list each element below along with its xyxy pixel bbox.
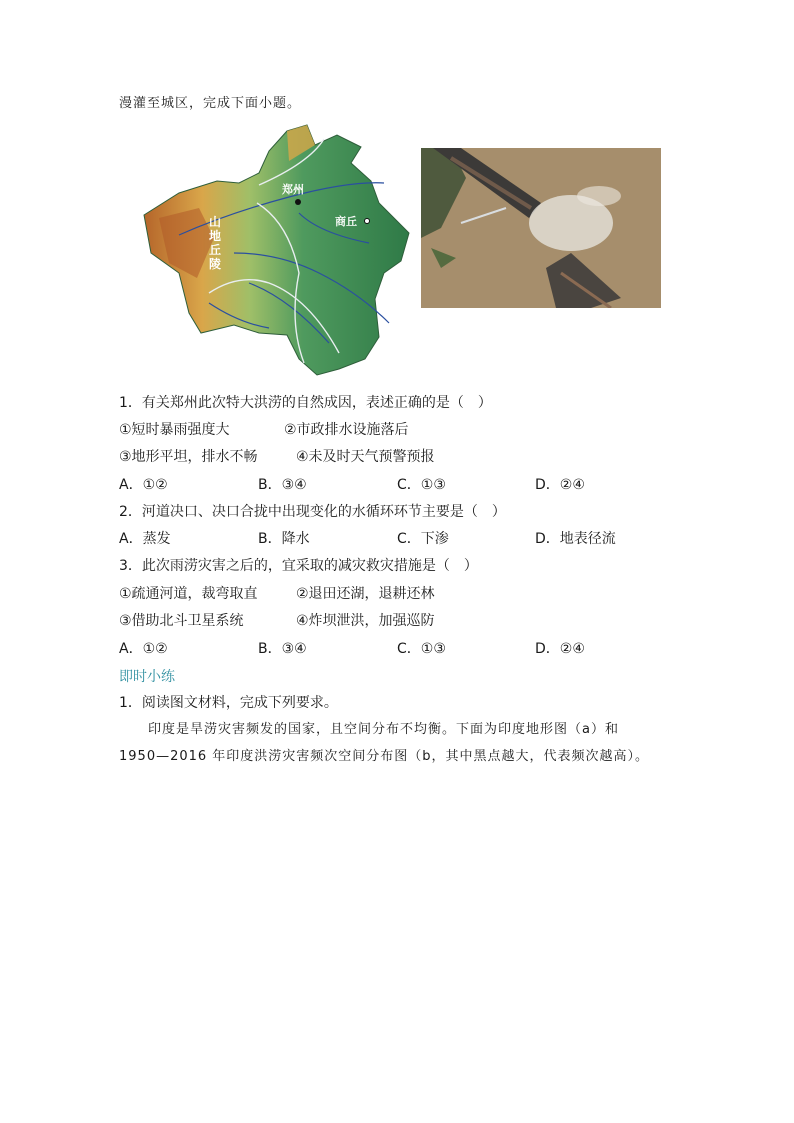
q3-items-row1 (119, 585, 619, 603)
zhengzhou-marker (295, 199, 301, 205)
levee-breach-photo (421, 148, 661, 308)
q1-item-4: ④未及时天气预警预报 (296, 449, 435, 465)
figure-group (139, 123, 661, 381)
practice-paragraph-line1: 印度是旱涝灾害频发的国家，且空间分布不均衡。下面为印度地形图（a）和 (148, 722, 619, 737)
section-title: 即时小练 (119, 669, 175, 685)
q1-item-3: ③地形平坦，排水不畅 (119, 449, 258, 465)
shangqiu-label: 商丘 (335, 215, 357, 228)
q1-choices (119, 476, 619, 494)
intro-text: 漫灌至城区，完成下面小题。 (119, 96, 302, 111)
practice-stem: 1．阅读图文材料，完成下列要求。 (119, 695, 338, 711)
q2-choices (119, 530, 619, 548)
shangqiu-marker (365, 219, 370, 224)
terrain-label-4: 陵 (209, 257, 222, 271)
q3-item-4: ④炸坝泄洪，加强巡防 (296, 613, 435, 629)
q3-choice-c[interactable]: C．①③ (397, 641, 446, 657)
q3-item-2: ②退田还湖，退耕还林 (296, 586, 435, 602)
q3-items-row2 (119, 612, 619, 630)
q2-stem: 2．河道决口、决口合拢中出现变化的水循环环节主要是（ ） (119, 504, 506, 520)
q1-stem: 1．有关郑州此次特大洪涝的自然成因，表述正确的是（ ） (119, 395, 492, 411)
q2-choice-b[interactable]: B．降水 (258, 531, 310, 547)
q1-item-1: ①短时暴雨强度大 (119, 422, 230, 438)
q1-choice-b[interactable]: B．③④ (258, 477, 307, 493)
q3-choice-a[interactable]: A．①② (119, 641, 168, 657)
q3-choice-b[interactable]: B．③④ (258, 641, 307, 657)
q1-choice-a[interactable]: A．①② (119, 477, 168, 493)
q3-choices (119, 640, 619, 658)
q2-choice-a[interactable]: A．蒸发 (119, 531, 171, 547)
q1-item-2: ②市政排水设施落后 (284, 422, 409, 438)
q1-choice-c[interactable]: C．①③ (397, 477, 446, 493)
q1-choice-d[interactable]: D．②④ (535, 477, 585, 493)
q3-item-3: ③借助北斗卫星系统 (119, 613, 244, 629)
practice-paragraph-line2: 1950—2016 年印度洪涝灾害频次空间分布图（b，其中黑点越大，代表频次越高）。 (119, 749, 650, 764)
q2-choice-c[interactable]: C．下渗 (397, 531, 449, 547)
zhengzhou-label: 郑州 (282, 183, 304, 196)
q1-items-row1 (119, 421, 619, 439)
henan-topographic-map (139, 123, 411, 381)
q1-items-row2 (119, 448, 619, 466)
q3-item-1: ①疏通河道，裁弯取直 (119, 586, 258, 602)
terrain-label-1: 山 (209, 215, 222, 229)
q3-stem: 3．此次雨涝灾害之后的，宜采取的减灾救灾措施是（ ） (119, 558, 478, 574)
terrain-label-2: 地 (209, 229, 222, 243)
terrain-label-3: 丘 (209, 243, 222, 257)
q3-choice-d[interactable]: D．②④ (535, 641, 585, 657)
q2-choice-d[interactable]: D．地表径流 (535, 531, 616, 547)
